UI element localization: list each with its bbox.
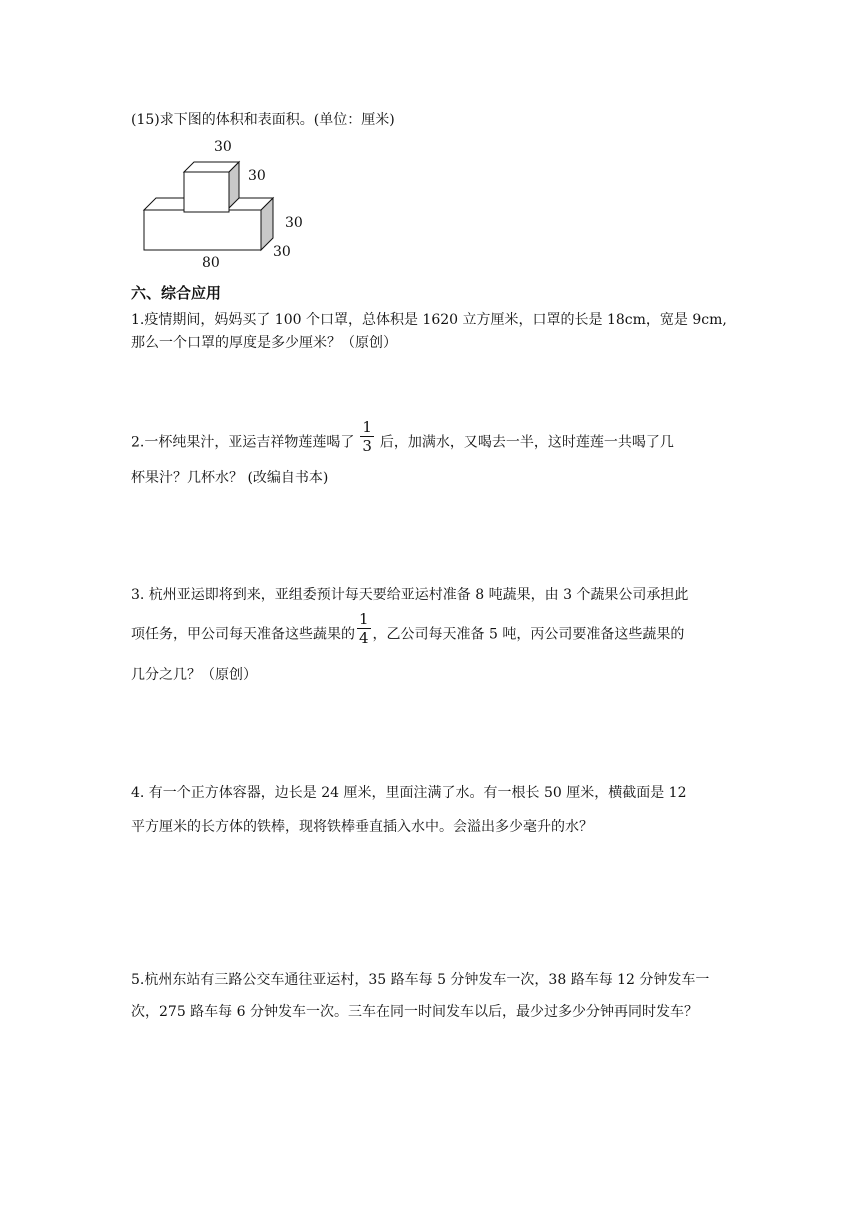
label-bottom-depth: 30	[273, 244, 291, 260]
fraction-one-third	[360, 418, 374, 455]
bottom-cuboid-front-face	[144, 210, 261, 250]
fraction-one-quarter	[357, 610, 371, 647]
problem-4-line-1: 4. 有一个正方体容器，边长是 24 厘米，里面注满了水。有一根长 50 厘米，横截面是 12	[131, 785, 687, 801]
problem-2-line-2: 杯果汁？几杯水？ (改编自书本)	[131, 470, 329, 486]
fraction-numerator: 1	[359, 610, 369, 628]
q15-prompt: (15)求下图的体积和表面积。(单位：厘米)	[131, 112, 395, 128]
problem-3-text-a: 项任务，甲公司每天准备这些蔬果的	[131, 626, 355, 643]
problem-1-line-1: 1.疫情期间，妈妈买了 100 个口罩，总体积是 1620 立方厘米，口罩的长是 18cm，宽是 9cm,	[131, 312, 727, 328]
label-bottom-length: 80	[202, 255, 220, 270]
problem-5-line-1: 5.杭州东站有三路公交车通往亚运村，35 路车每 5 分钟发车一次，38 路车每 12 分钟发车一	[131, 972, 710, 988]
top-cube-front-face-overlay	[184, 172, 229, 212]
problem-3-line-1: 3. 杭州亚运即将到来，亚组委预计每天要给亚运村准备 8 吨蔬果，由 3 个蔬果公司承担此	[131, 587, 689, 603]
problem-2-text-a: 2.一杯纯果汁，亚运吉祥物莲莲喝了	[131, 434, 355, 451]
problem-5-line-2: 次，275 路车每 6 分钟发车一次。三车在同一时间发车以后，最少过多少分钟再同时发车？	[131, 1004, 698, 1020]
label-top-depth: 30	[248, 168, 266, 184]
fraction-denominator: 4	[359, 629, 369, 647]
label-bottom-height: 30	[285, 215, 303, 231]
label-top-width: 30	[214, 139, 232, 155]
section-heading: 六、综合应用	[131, 284, 222, 302]
problem-3-line-3: 几分之几？（原创）	[131, 667, 257, 683]
problem-4-line-2: 平方厘米的长方体的铁棒，现将铁棒垂直插入水中。会溢出多少毫升的水？	[131, 819, 593, 835]
problem-3-line-2	[131, 610, 685, 647]
problem-2-text-b: 后，加满水，又喝去一半，这时莲莲一共喝了几	[379, 434, 674, 451]
composite-cuboid-figure	[130, 135, 310, 270]
fraction-numerator: 1	[362, 418, 372, 436]
problem-1-line-2: 那么一个口罩的厚度是多少厘米？（原创）	[131, 335, 397, 351]
problem-3-text-b: ，乙公司每天准备 5 吨，丙公司要准备这些蔬果的	[372, 626, 685, 643]
fraction-denominator: 3	[362, 437, 372, 455]
problem-2-line-1	[131, 418, 674, 455]
